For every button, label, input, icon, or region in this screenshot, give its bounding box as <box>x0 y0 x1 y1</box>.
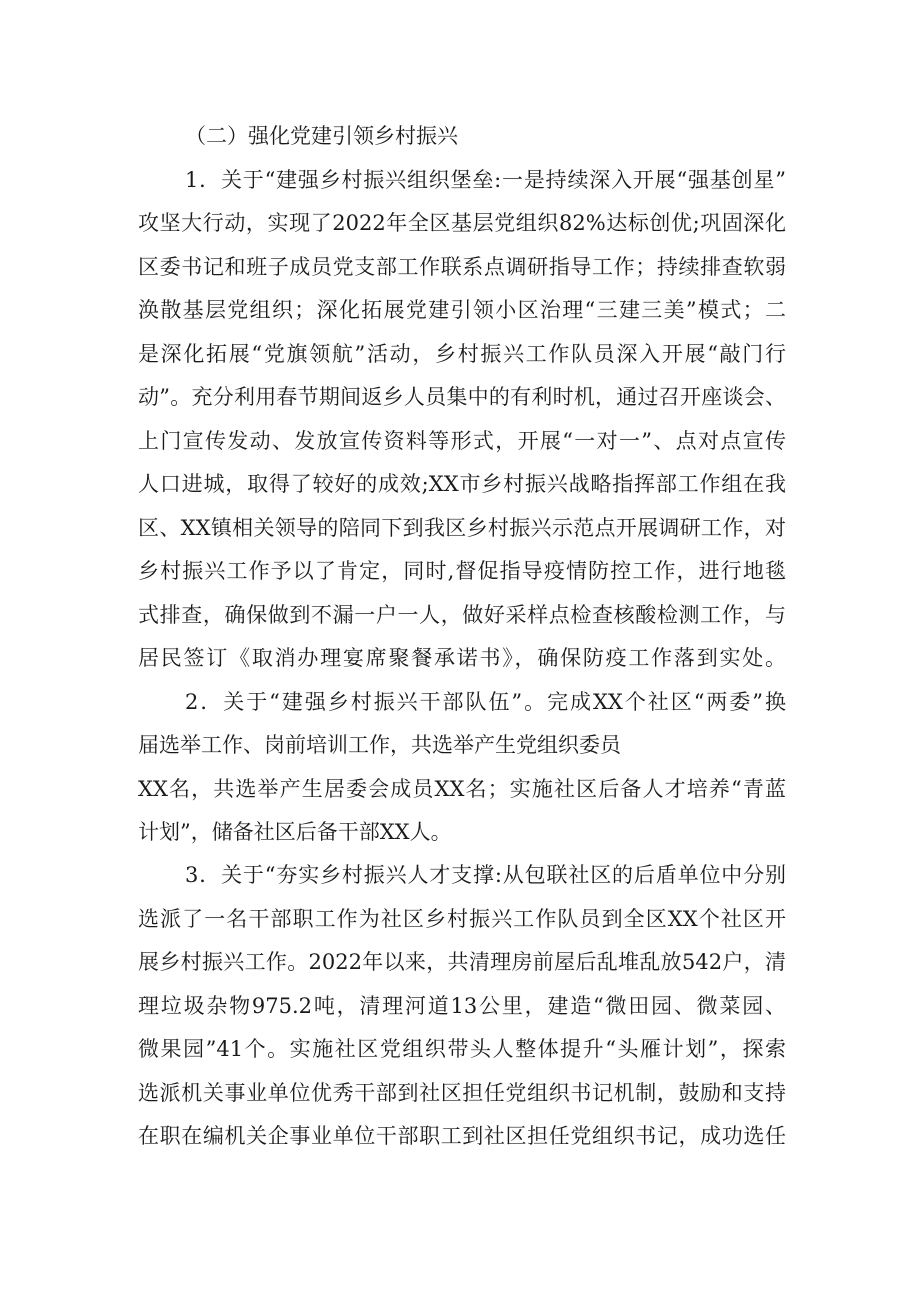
paragraph-3-line: 展乡村振兴工作。2022年以来，共清理房前屋后乱堆乱放542户，清 <box>138 950 786 974</box>
paragraph-2-line: 届选举工作、岗前培训工作，共选举产生党组织委员 <box>138 733 621 757</box>
paragraph-1-line: 1．关于“建强乡村振兴组织堡垒:一是持续深入开展“强基创星” <box>185 168 786 192</box>
paragraph-3-line: 选派了一名干部职工作为社区乡村振兴工作队员到全区XX个社区开 <box>138 907 786 931</box>
paragraph-2-line: XX名，共选举产生居委会成员XX名；实施社区后备人才培养“青蓝 <box>138 777 786 801</box>
paragraph-1-line: 式排查，确保做到不漏一户一人，做好采样点检查核酸检测工作，与 <box>138 603 786 627</box>
paragraph-2-line: 计划”，储备社区后备干部XX人。 <box>138 820 452 844</box>
paragraph-3-line: 微果园”41个。实施社区党组织带头人整体提升“头雁计划”，探索 <box>138 1037 786 1061</box>
paragraph-1-line: 乡村振兴工作予以了肯定，同时,督促指导疫情防控工作，进行地毯 <box>138 559 786 583</box>
paragraph-3-line: 选派机关事业单位优秀干部到社区担任党组织书记机制，鼓励和支持 <box>138 1081 786 1105</box>
paragraph-1-line: 上门宣传发动、发放宣传资料等形式，开展“一对一”、点对点宣传 <box>138 429 786 453</box>
paragraph-1-line: 是深化拓展“党旗领航”活动，乡村振兴工作队员深入开展“敲门行 <box>138 342 786 366</box>
paragraph-3-line: 3．关于“夯实乡村振兴人才支撑:从包联社区的后盾单位中分别 <box>185 863 786 887</box>
paragraph-1-line: 区委书记和班子成员党支部工作联系点调研指导工作；持续排查软弱 <box>138 255 786 279</box>
paragraph-2-line: 2．关于“建强乡村振兴干部队伍”。完成XX个社区“两委”换 <box>185 690 786 714</box>
paragraph-1-line: 居民签订《取消办理宴席聚餐承诺书》，确保防疫工作落到实处。 <box>138 646 786 670</box>
paragraph-1-line: 攻坚大行动，实现了2022年全区基层党组织82%达标创优;巩固深化 <box>138 211 786 235</box>
paragraph-1-line: 人口进城，取得了较好的成效;XX市乡村振兴战略指挥部工作组在我 <box>138 472 786 496</box>
paragraph-1-line: 区、XX镇相关领导的陪同下到我区乡村振兴示范点开展调研工作，对 <box>138 516 786 540</box>
paragraph-3-line: 在职在编机关企事业单位干部职工到社区担任党组织书记，成功选任 <box>138 1124 786 1148</box>
paragraph-1-line: 动”。充分利用春节期间返乡人员集中的有利时机，通过召开座谈会、 <box>138 385 786 409</box>
paragraph-1-line: 涣散基层党组织；深化拓展党建引领小区治理“三建三美”模式；二 <box>138 298 786 322</box>
paragraph-3-line: 理垃圾杂物975.2吨，清理河道13公里，建造“微田园、微菜园、 <box>138 994 786 1018</box>
section-heading: （二）强化党建引领乡村振兴 <box>185 124 458 148</box>
